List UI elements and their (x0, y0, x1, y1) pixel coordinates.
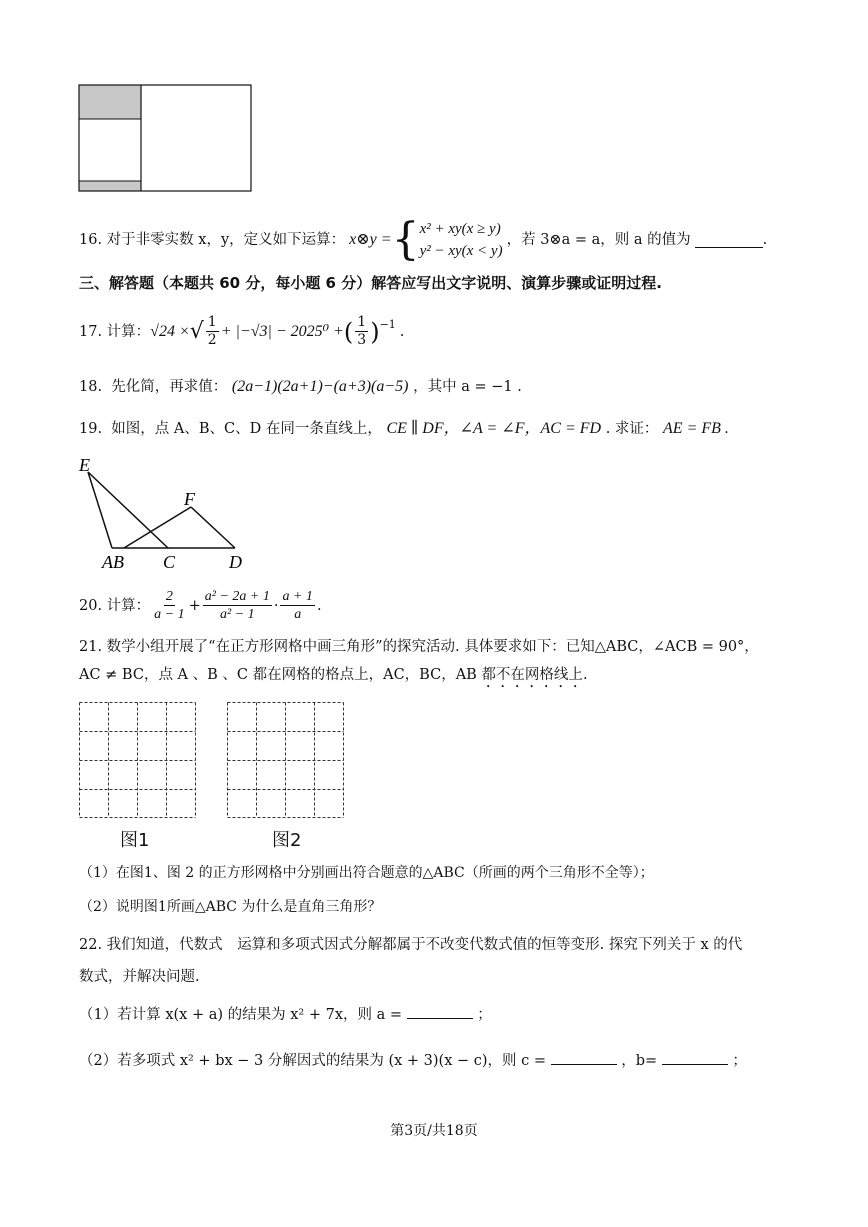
q17-text: 计算： (106, 323, 151, 340)
q20-frac2-num: a² − 2a + 1 (204, 589, 270, 604)
question-19 (79, 418, 729, 440)
label-E: E (79, 455, 90, 475)
q21-part2: （2）说明图1所画△ABC 为什么是直角三角形？ (79, 899, 382, 915)
q18-expression: (2a−1)(2a+1)−(a+3)(a−5) (231, 378, 409, 395)
q20-text: 计算： (106, 597, 151, 614)
question-20 (79, 588, 322, 623)
q16-case2: y² − xy(x < y) (419, 243, 503, 259)
grid-figure-1[interactable] (79, 702, 196, 818)
q20-frac3 (280, 588, 314, 623)
q21-line2-text: AC ≠ BC，点 A 、B 、C 都在网格的格点上，AC，BC，AB (79, 667, 482, 683)
section-3-title: 三、解答题（本题共 60 分，每小题 6 分）解答应写出文字说明、演算步骤或证明过程. (79, 274, 662, 292)
q16-text: 对于非零实数 x，y，定义如下运算： (106, 232, 346, 248)
q19-ask: . 求证： (605, 421, 659, 437)
q19-goal: AE = FB . (663, 420, 729, 437)
top-rectangle-figure (70, 80, 260, 198)
q20-frac3-num: a + 1 (282, 589, 313, 604)
q19-condition: CE ∥ DF，∠A = ∠F，AC = FD (386, 420, 602, 437)
segment-FD (191, 507, 235, 548)
grid-figure-2[interactable] (227, 702, 344, 818)
question-22-line1: 22. 我们知道，代数式 运算和多项式因式分解都属于不改变代数式值的恒等变形. 探究下列关于 x 的代 (79, 937, 743, 953)
question-18 (79, 376, 522, 398)
question-21-line2 (79, 664, 588, 691)
q17-end: . (399, 323, 405, 340)
q20-frac3-den: a (294, 607, 302, 622)
q22-part2-mid: ，b= (621, 1053, 658, 1069)
q20-frac1 (152, 588, 186, 623)
q22-part2-end: ； (732, 1053, 747, 1069)
q16-answer-blank[interactable] (695, 233, 763, 248)
q16-end: . (762, 232, 768, 248)
label-AB: AB (102, 552, 124, 572)
q17-frac2-num: 1 (357, 314, 367, 330)
q22-part1-text: （1）若计算 x(x + a) 的结果为 x² + 7x，则 a = (79, 1007, 403, 1023)
q16-case1: x² + xy(x ≥ y) (419, 221, 501, 237)
q21-part1: （1）在图1、图 2 的正方形网格中分别画出符合题意的△ABC（所画的两个三角形不全等）； (79, 865, 654, 881)
q16-brace: { (391, 214, 420, 265)
q22-part2-text: （2）若多项式 x² + bx − 3 分解因式的结果为 (x + 3)(x − c)，则 c = (79, 1053, 547, 1069)
q16-condition: ，若 3⊗a = a，则 a 的值为 (506, 232, 691, 248)
q18-number: 18. (79, 379, 103, 395)
q20-frac1-den: a − 1 (154, 607, 185, 622)
question-22-line2: 数式，并解决问题. (79, 969, 200, 985)
q16-number: 16. (79, 232, 103, 248)
shaded-top-block (79, 85, 141, 119)
q21-line2-end: . (582, 667, 588, 683)
q22-c-answer-blank[interactable] (551, 1050, 617, 1065)
q20-frac1-num: 2 (165, 589, 173, 604)
q20-end: . (316, 597, 322, 614)
q21-emphasis-text: 都不在网格线上 (481, 667, 583, 683)
page-footer: 第3页/共18页 (390, 1123, 478, 1139)
q19-number: 19. (79, 421, 103, 437)
q17-frac1-num: 1 (207, 314, 217, 330)
label-F: F (184, 489, 195, 509)
q19-triangle-figure (70, 450, 260, 575)
q17-frac-half (206, 314, 219, 349)
question-21-line1: 21. 数学小组开展了“在正方形网格中画三角形”的探究活动. 具体要求如下：已知△ABC，∠ACB = 90°， (79, 639, 759, 655)
q17-paren-open: ( (343, 317, 354, 346)
shaded-bottom-strip (79, 181, 141, 191)
q20-frac2 (203, 588, 272, 623)
q19-text: 如图，点 A、B、C、D 在同一条直线上， (111, 421, 382, 437)
q20-op1: + (188, 597, 201, 614)
label-D: D (229, 552, 242, 572)
segment-BF (124, 507, 191, 548)
q17-frac-third (355, 314, 368, 349)
grid-1-label: 图1 (120, 830, 150, 851)
question-16 (79, 214, 768, 265)
q17-exponent: −1 (379, 318, 396, 331)
q22-part1 (79, 1004, 492, 1026)
q17-frac2-den: 3 (357, 332, 367, 348)
q18-text: 先化简，再求值： (111, 379, 228, 395)
q17-sqrt-sign: √ (189, 318, 204, 344)
q16-lhs: x⊗y = (349, 231, 392, 248)
q22-b-answer-blank[interactable] (662, 1050, 728, 1065)
q17-paren-close: ) (370, 317, 380, 346)
q17-number: 17. (79, 323, 103, 340)
q22-a-answer-blank[interactable] (407, 1004, 473, 1019)
q22-part1-end: ； (477, 1007, 492, 1023)
q17-expr-b: + |−√3| − 2025⁰ + (220, 322, 344, 340)
label-C: C (163, 552, 176, 572)
question-17 (79, 314, 404, 349)
q20-number: 20. (79, 597, 103, 614)
grid-2-label: 图2 (272, 830, 302, 851)
q20-op2: · (273, 597, 279, 614)
q17-expr-a: √24 × (150, 322, 190, 340)
q22-part2 (79, 1050, 747, 1072)
q17-frac1-den: 2 (207, 332, 217, 348)
q18-condition: ，其中 a = −1 . (413, 379, 522, 395)
q16-cases (420, 218, 503, 262)
q20-frac2-den: a² − 1 (220, 607, 255, 622)
